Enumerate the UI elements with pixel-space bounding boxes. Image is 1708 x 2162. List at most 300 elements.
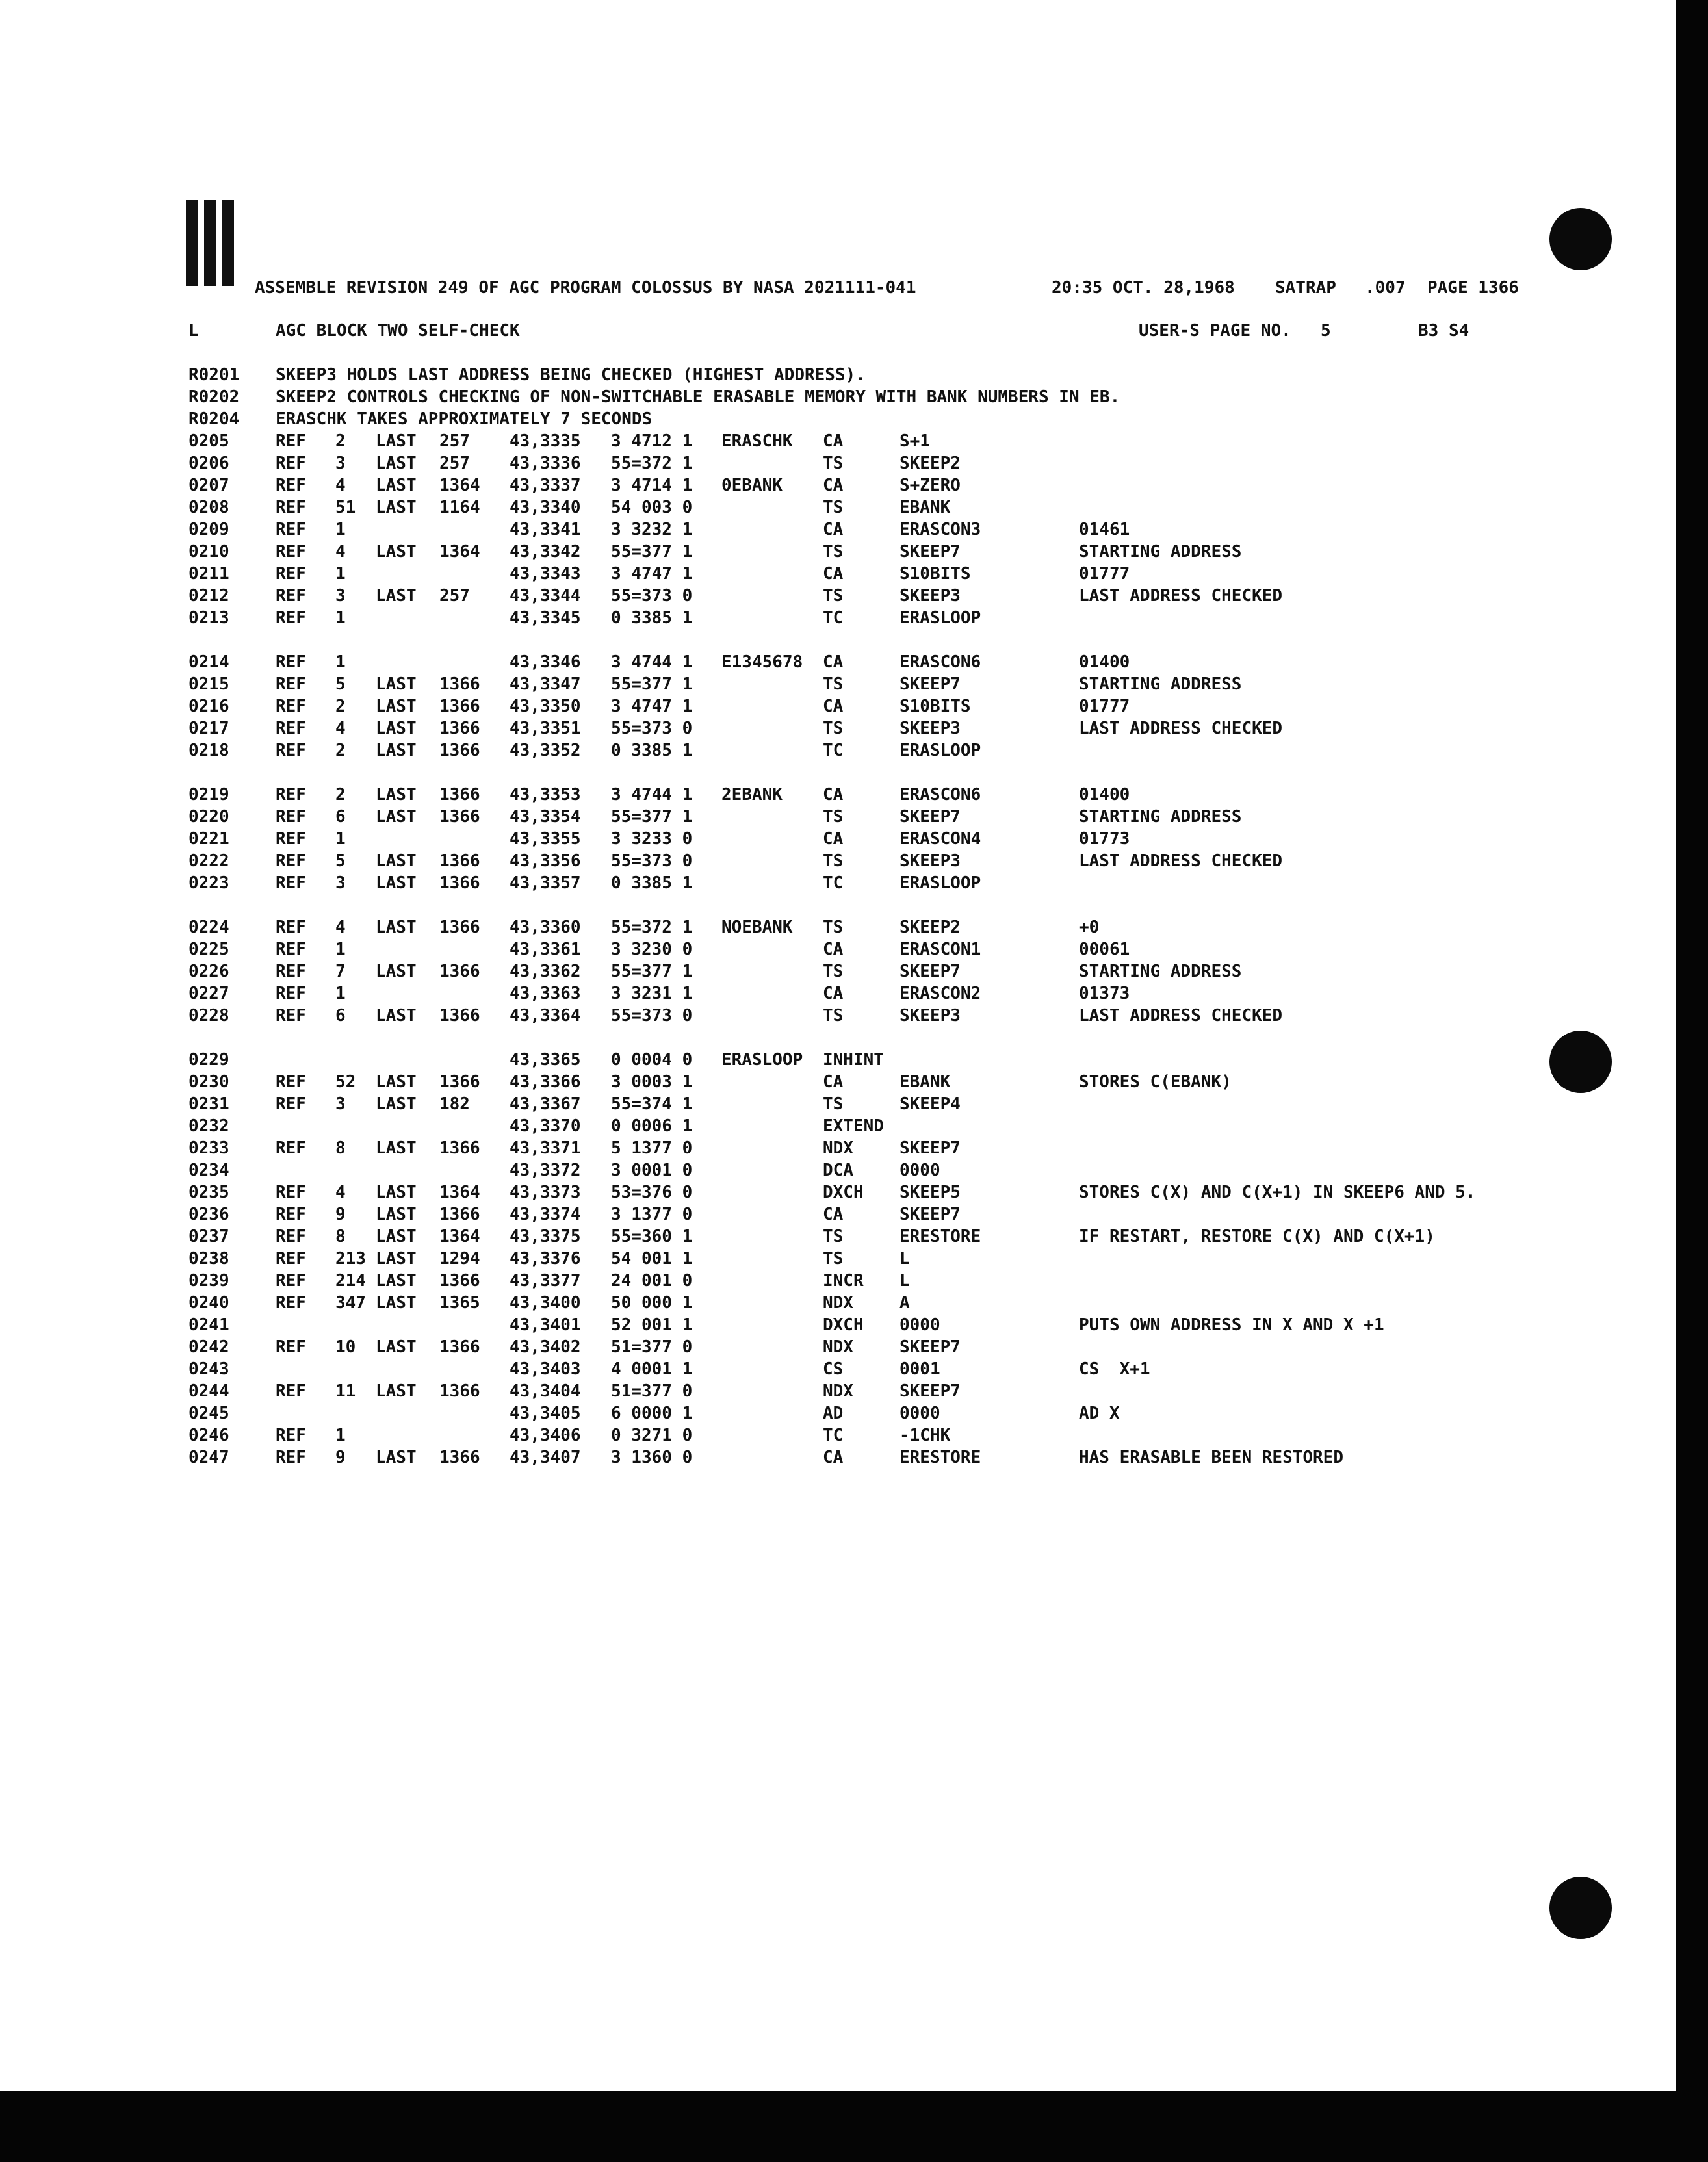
line-addr: 43,3373 <box>510 1183 581 1202</box>
line-addr: 43,3343 <box>510 564 581 584</box>
line-code: 55=372 1 <box>611 918 693 937</box>
line-operand: ERASLOOP <box>899 608 981 628</box>
line-addr: 43,3347 <box>510 675 581 694</box>
line-addr: 43,3346 <box>510 652 581 672</box>
line-comment: CS X+1 <box>1079 1359 1150 1379</box>
line-ref: REF <box>276 542 306 561</box>
line-lnum: 1365 <box>439 1293 480 1313</box>
line-seq: 0244 <box>188 1382 229 1401</box>
line-code: 55=374 1 <box>611 1094 693 1114</box>
line-seq: 0221 <box>188 829 229 849</box>
line-ref: REF <box>276 741 306 760</box>
line-seq: 0245 <box>188 1404 229 1423</box>
line-addr: 43,3340 <box>510 498 581 517</box>
assembler-version: .007 <box>1365 278 1406 298</box>
line-comment: 01373 <box>1079 984 1130 1003</box>
line-code: 3 3230 0 <box>611 940 693 959</box>
line-lnum: 1364 <box>439 1227 480 1246</box>
line-addr: 43,3363 <box>510 984 581 1003</box>
line-addr: 43,3377 <box>510 1271 581 1291</box>
line-last: LAST <box>376 1072 417 1092</box>
line-seq: 0224 <box>188 918 229 937</box>
line-lnum: 1366 <box>439 697 480 716</box>
assembler-name: SATRAP <box>1275 278 1336 298</box>
line-rev: 1 <box>335 608 346 628</box>
line-ref: REF <box>276 984 306 1003</box>
line-code: 3 4714 1 <box>611 476 693 495</box>
line-addr: 43,3350 <box>510 697 581 716</box>
line-addr: 43,3360 <box>510 918 581 937</box>
line-rev: 6 <box>335 807 346 827</box>
line-addr: 43,3336 <box>510 454 581 473</box>
line-ref: REF <box>276 807 306 827</box>
line-addr: 43,3367 <box>510 1094 581 1114</box>
line-lnum: 1366 <box>439 1271 480 1291</box>
line-ref: REF <box>276 1426 306 1445</box>
line-operand: SKEEP7 <box>899 1337 961 1357</box>
line-ref: REF <box>276 454 306 473</box>
line-ref: REF <box>276 1094 306 1114</box>
line-last: LAST <box>376 851 417 871</box>
line-code: 55=372 1 <box>611 454 693 473</box>
line-ref: REF <box>276 564 306 584</box>
line-op: TC <box>823 1426 844 1445</box>
line-seq: 0208 <box>188 498 229 517</box>
line-comment: LAST ADDRESS CHECKED <box>1079 586 1283 606</box>
line-ref: REF <box>276 1227 306 1246</box>
line-rev: 6 <box>335 1006 346 1025</box>
line-addr: 43,3366 <box>510 1072 581 1092</box>
line-seq: 0207 <box>188 476 229 495</box>
line-operand: ERASLOOP <box>899 741 981 760</box>
line-code: 55=360 1 <box>611 1227 693 1246</box>
line-seq: 0210 <box>188 542 229 561</box>
line-operand: SKEEP2 <box>899 918 961 937</box>
line-last: LAST <box>376 962 417 981</box>
line-ref: REF <box>276 586 306 606</box>
assembly-title: ASSEMBLE REVISION 249 OF AGC PROGRAM COLOSSUS BY NASA 2021111-041 <box>255 278 916 298</box>
scan-bottom-edge <box>0 2091 1708 2162</box>
line-operand: SKEEP3 <box>899 586 961 606</box>
line-addr: 43,3342 <box>510 542 581 561</box>
remark-line <box>188 387 1120 407</box>
line-addr: 43,3365 <box>510 1050 581 1070</box>
line-lnum: 1366 <box>439 918 480 937</box>
line-op: INCR <box>823 1271 864 1291</box>
line-last: LAST <box>376 697 417 716</box>
line-operand: SKEEP3 <box>899 1006 961 1025</box>
line-comment: +0 <box>1079 918 1100 937</box>
line-operand: EBANK <box>899 498 951 517</box>
line-label: ERASCHK <box>721 431 793 451</box>
line-seq: 0215 <box>188 675 229 694</box>
line-op: CA <box>823 1205 844 1224</box>
line-ref: REF <box>276 1183 306 1202</box>
line-rev: 52 <box>335 1072 356 1092</box>
line-rev: 9 <box>335 1448 346 1467</box>
line-comment: STARTING ADDRESS <box>1079 807 1242 827</box>
line-seq: 0218 <box>188 741 229 760</box>
line-lnum: 1364 <box>439 542 480 561</box>
line-seq: 0234 <box>188 1161 229 1180</box>
line-seq: 0239 <box>188 1271 229 1291</box>
line-addr: 43,3351 <box>510 719 581 738</box>
line-op: TS <box>823 498 844 517</box>
line-seq: 0241 <box>188 1315 229 1335</box>
line-seq: 0217 <box>188 719 229 738</box>
line-op: TS <box>823 454 844 473</box>
line-lnum: 1366 <box>439 1448 480 1467</box>
line-rev: 5 <box>335 675 346 694</box>
line-code: 6 0000 1 <box>611 1404 693 1423</box>
line-addr: 43,3376 <box>510 1249 581 1268</box>
line-addr: 43,3403 <box>510 1359 581 1379</box>
line-addr: 43,3353 <box>510 785 581 804</box>
line-rev: 3 <box>335 586 346 606</box>
line-operand: ERASCON3 <box>899 520 981 539</box>
line-code: 55=373 0 <box>611 586 693 606</box>
line-rev: 347 <box>335 1293 366 1313</box>
line-last: LAST <box>376 1382 417 1401</box>
line-seq: 0225 <box>188 940 229 959</box>
line-operand: S+1 <box>899 431 930 451</box>
line-lnum: 1366 <box>439 807 480 827</box>
line-code: 24 001 0 <box>611 1271 693 1291</box>
line-code: 55=377 1 <box>611 807 693 827</box>
line-operand: SKEEP2 <box>899 454 961 473</box>
line-comment: AD X <box>1079 1404 1120 1423</box>
punch-hole-bottom <box>1549 1877 1612 1939</box>
line-ref: REF <box>276 1139 306 1158</box>
line-lnum: 1366 <box>439 1382 480 1401</box>
line-op: CA <box>823 697 844 716</box>
line-op: CA <box>823 652 844 672</box>
line-seq: 0229 <box>188 1050 229 1070</box>
user-page-label: USER-S PAGE NO. <box>1139 321 1291 341</box>
line-lnum: 1366 <box>439 1337 480 1357</box>
line-operand: SKEEP7 <box>899 542 961 561</box>
line-lnum: 1366 <box>439 719 480 738</box>
line-seq: 0231 <box>188 1094 229 1114</box>
line-op: CA <box>823 829 844 849</box>
line-ref: REF <box>276 1382 306 1401</box>
line-rev: 1 <box>335 984 346 1003</box>
line-rev: 1 <box>335 652 346 672</box>
line-ref: REF <box>276 1337 306 1357</box>
line-operand: SKEEP7 <box>899 1382 961 1401</box>
remark-text: SKEEP3 HOLDS LAST ADDRESS BEING CHECKED (HIGHEST ADDRESS). <box>276 365 866 385</box>
assembly-timestamp: 20:35 OCT. 28,1968 <box>1052 278 1235 298</box>
line-last: LAST <box>376 454 417 473</box>
line-last: LAST <box>376 586 417 606</box>
line-rev: 11 <box>335 1382 356 1401</box>
scan-right-edge <box>1676 0 1708 2091</box>
line-code: 50 000 1 <box>611 1293 693 1313</box>
user-page-number: 5 <box>1321 321 1331 341</box>
line-operand: L <box>899 1249 910 1268</box>
line-operand: SKEEP5 <box>899 1183 961 1202</box>
line-operand: SKEEP7 <box>899 807 961 827</box>
line-last: LAST <box>376 1448 417 1467</box>
line-op: CS <box>823 1359 844 1379</box>
line-lnum: 1366 <box>439 785 480 804</box>
line-code: 3 3232 1 <box>611 520 693 539</box>
line-op: NDX <box>823 1382 853 1401</box>
line-ref: REF <box>276 1249 306 1268</box>
line-ref: REF <box>276 940 306 959</box>
line-op: CA <box>823 1072 844 1092</box>
line-seq: 0206 <box>188 454 229 473</box>
line-rev: 1 <box>335 564 346 584</box>
line-seq: 0240 <box>188 1293 229 1313</box>
line-ref: REF <box>276 1205 306 1224</box>
line-seq: 0216 <box>188 697 229 716</box>
line-addr: 43,3362 <box>510 962 581 981</box>
line-last: LAST <box>376 1183 417 1202</box>
line-label: NOEBANK <box>721 918 793 937</box>
line-op: TC <box>823 608 844 628</box>
line-addr: 43,3352 <box>510 741 581 760</box>
line-seq: 0212 <box>188 586 229 606</box>
line-operand: ERASCON6 <box>899 785 981 804</box>
line-rev: 4 <box>335 719 346 738</box>
line-lnum: 1366 <box>439 873 480 893</box>
line-operand: SKEEP7 <box>899 1205 961 1224</box>
line-code: 3 1360 0 <box>611 1448 693 1467</box>
block-sector: B3 S4 <box>1418 321 1469 341</box>
line-op: NDX <box>823 1337 853 1357</box>
line-ref: REF <box>276 1072 306 1092</box>
line-last: LAST <box>376 498 417 517</box>
line-addr: 43,3374 <box>510 1205 581 1224</box>
line-last: LAST <box>376 873 417 893</box>
line-label: E1345678 <box>721 652 803 672</box>
line-seq: 0246 <box>188 1426 229 1445</box>
line-code: 3 0001 0 <box>611 1161 693 1180</box>
line-ref: REF <box>276 608 306 628</box>
line-comment: HAS ERASABLE BEEN RESTORED <box>1079 1448 1343 1467</box>
line-addr: 43,3401 <box>510 1315 581 1335</box>
line-rev: 8 <box>335 1139 346 1158</box>
line-operand: SKEEP3 <box>899 719 961 738</box>
line-code: 3 3233 0 <box>611 829 693 849</box>
line-op: TS <box>823 542 844 561</box>
line-op: DCA <box>823 1161 853 1180</box>
line-seq: 0243 <box>188 1359 229 1379</box>
line-operand: ERASLOOP <box>899 873 981 893</box>
line-comment: 01777 <box>1079 564 1130 584</box>
line-operand: ERASCON1 <box>899 940 981 959</box>
line-rev: 213 <box>335 1249 366 1268</box>
line-comment: 00061 <box>1079 940 1130 959</box>
line-addr: 43,3400 <box>510 1293 581 1313</box>
line-addr: 43,3402 <box>510 1337 581 1357</box>
line-lnum: 1164 <box>439 498 480 517</box>
line-op: TC <box>823 873 844 893</box>
line-last: LAST <box>376 431 417 451</box>
line-comment: LAST ADDRESS CHECKED <box>1079 719 1283 738</box>
line-seq: 0232 <box>188 1116 229 1136</box>
line-operand: A <box>899 1293 910 1313</box>
line-comment: STARTING ADDRESS <box>1079 542 1242 561</box>
line-rev: 2 <box>335 431 346 451</box>
line-seq: 0247 <box>188 1448 229 1467</box>
line-op: CA <box>823 476 844 495</box>
line-seq: 0209 <box>188 520 229 539</box>
remark-line <box>188 409 653 429</box>
line-operand: EBANK <box>899 1072 951 1092</box>
line-seq: 0235 <box>188 1183 229 1202</box>
line-seq: 0214 <box>188 652 229 672</box>
line-addr: 43,3361 <box>510 940 581 959</box>
line-seq: 0205 <box>188 431 229 451</box>
line-addr: 43,3335 <box>510 431 581 451</box>
line-comment: 01773 <box>1079 829 1130 849</box>
line-comment: IF RESTART, RESTORE C(X) AND C(X+1) <box>1079 1227 1435 1246</box>
line-addr: 43,3355 <box>510 829 581 849</box>
line-last: LAST <box>376 741 417 760</box>
line-operand: 0000 <box>899 1161 940 1180</box>
line-code: 5 1377 0 <box>611 1139 693 1158</box>
line-operand: SKEEP3 <box>899 851 961 871</box>
line-op: INHINT <box>823 1050 884 1070</box>
line-lnum: 1366 <box>439 675 480 694</box>
line-last: LAST <box>376 1249 417 1268</box>
line-operand: SKEEP7 <box>899 962 961 981</box>
line-code: 0 3271 0 <box>611 1426 693 1445</box>
line-seq: 0236 <box>188 1205 229 1224</box>
line-addr: 43,3372 <box>510 1161 581 1180</box>
line-rev: 1 <box>335 1426 346 1445</box>
line-lnum: 257 <box>439 586 470 606</box>
line-operand: S10BITS <box>899 564 971 584</box>
line-code: 3 4747 1 <box>611 564 693 584</box>
line-code: 54 001 1 <box>611 1249 693 1268</box>
line-ref: REF <box>276 1006 306 1025</box>
line-rev: 2 <box>335 697 346 716</box>
line-seq: 0238 <box>188 1249 229 1268</box>
line-ref: REF <box>276 697 306 716</box>
line-operand: -1CHK <box>899 1426 951 1445</box>
remark-seq: R0201 <box>188 365 240 385</box>
line-ref: REF <box>276 1271 306 1291</box>
listing-mark: L <box>188 321 199 341</box>
line-last: LAST <box>376 675 417 694</box>
line-last: LAST <box>376 719 417 738</box>
line-operand: 0001 <box>899 1359 940 1379</box>
line-op: TS <box>823 586 844 606</box>
line-addr: 43,3407 <box>510 1448 581 1467</box>
line-rev: 51 <box>335 498 356 517</box>
line-rev: 10 <box>335 1337 356 1357</box>
line-operand: ERASCON4 <box>899 829 981 849</box>
line-code: 52 001 1 <box>611 1315 693 1335</box>
line-op: EXTEND <box>823 1116 884 1136</box>
line-code: 54 003 0 <box>611 498 693 517</box>
line-ref: REF <box>276 1448 306 1467</box>
line-seq: 0219 <box>188 785 229 804</box>
line-op: TS <box>823 1227 844 1246</box>
line-ref: REF <box>276 851 306 871</box>
line-comment: 01777 <box>1079 697 1130 716</box>
line-code: 0 3385 1 <box>611 873 693 893</box>
line-op: TS <box>823 807 844 827</box>
line-last: LAST <box>376 1094 417 1114</box>
remark-text: ERASCHK TAKES APPROXIMATELY 7 SECONDS <box>276 409 653 429</box>
line-code: 55=373 0 <box>611 719 693 738</box>
line-lnum: 1366 <box>439 1139 480 1158</box>
line-code: 3 0003 1 <box>611 1072 693 1092</box>
line-last: LAST <box>376 1006 417 1025</box>
line-seq: 0222 <box>188 851 229 871</box>
line-seq: 0237 <box>188 1227 229 1246</box>
line-operand: L <box>899 1271 910 1291</box>
line-last: LAST <box>376 1227 417 1246</box>
line-last: LAST <box>376 1271 417 1291</box>
line-op: TS <box>823 1006 844 1025</box>
line-code: 0 0004 0 <box>611 1050 693 1070</box>
line-rev: 9 <box>335 1205 346 1224</box>
line-addr: 43,3406 <box>510 1426 581 1445</box>
line-ref: REF <box>276 431 306 451</box>
line-ref: REF <box>276 962 306 981</box>
line-ref: REF <box>276 520 306 539</box>
line-rev: 3 <box>335 873 346 893</box>
line-operand: S+ZERO <box>899 476 961 495</box>
line-seq: 0230 <box>188 1072 229 1092</box>
line-comment: 01400 <box>1079 652 1130 672</box>
line-op: NDX <box>823 1139 853 1158</box>
line-addr: 43,3356 <box>510 851 581 871</box>
line-last: LAST <box>376 1139 417 1158</box>
line-lnum: 1366 <box>439 851 480 871</box>
line-lnum: 1366 <box>439 741 480 760</box>
line-code: 0 3385 1 <box>611 608 693 628</box>
line-last: LAST <box>376 1293 417 1313</box>
line-label: ERASLOOP <box>721 1050 803 1070</box>
line-operand: S10BITS <box>899 697 971 716</box>
line-addr: 43,3404 <box>510 1382 581 1401</box>
line-ref: REF <box>276 918 306 937</box>
line-code: 55=377 1 <box>611 675 693 694</box>
line-comment: STORES C(EBANK) <box>1079 1072 1232 1092</box>
line-rev: 3 <box>335 1094 346 1114</box>
line-code: 3 4744 1 <box>611 785 693 804</box>
line-comment: 01461 <box>1079 520 1130 539</box>
line-comment: LAST ADDRESS CHECKED <box>1079 1006 1283 1025</box>
line-ref: REF <box>276 498 306 517</box>
line-rev: 4 <box>335 476 346 495</box>
line-lnum: 1366 <box>439 1205 480 1224</box>
line-op: NDX <box>823 1293 853 1313</box>
line-op: TS <box>823 719 844 738</box>
remark-seq: R0204 <box>188 409 240 429</box>
line-comment: LAST ADDRESS CHECKED <box>1079 851 1283 871</box>
line-comment: PUTS OWN ADDRESS IN X AND X +1 <box>1079 1315 1384 1335</box>
line-rev: 1 <box>335 940 346 959</box>
line-last: LAST <box>376 476 417 495</box>
line-seq: 0220 <box>188 807 229 827</box>
punch-hole-middle <box>1549 1031 1612 1093</box>
line-code: 3 4744 1 <box>611 652 693 672</box>
line-op: TS <box>823 675 844 694</box>
line-operand: SKEEP4 <box>899 1094 961 1114</box>
line-op: CA <box>823 520 844 539</box>
line-addr: 43,3341 <box>510 520 581 539</box>
line-code: 3 4747 1 <box>611 697 693 716</box>
line-ref: REF <box>276 652 306 672</box>
line-rev: 2 <box>335 741 346 760</box>
